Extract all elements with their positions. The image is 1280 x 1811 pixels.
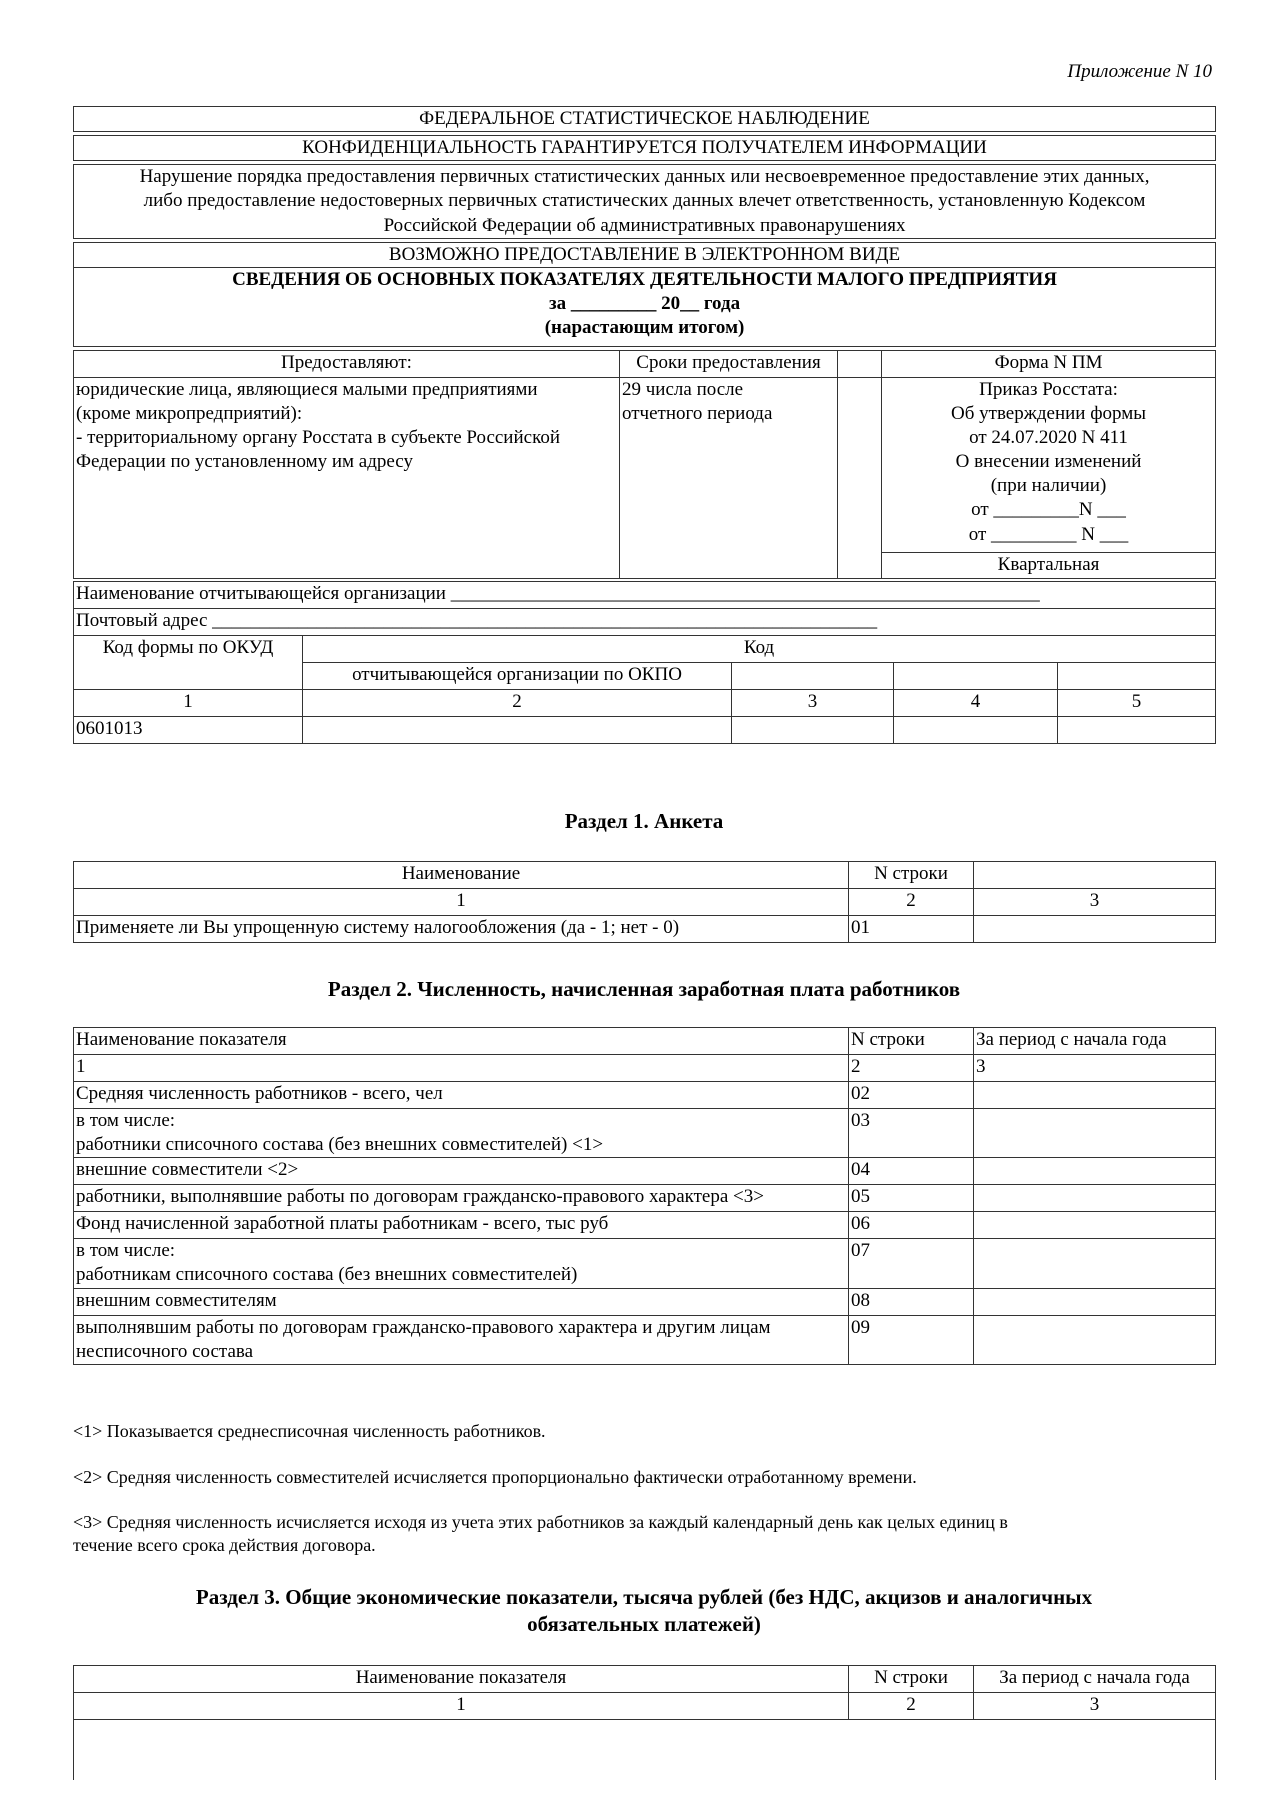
empty-cell bbox=[838, 377, 882, 578]
okpo-label: отчитывающейся организации по ОКПО bbox=[303, 662, 732, 689]
value-field[interactable] bbox=[974, 1109, 1216, 1158]
okud-value: 0601013 bbox=[74, 716, 303, 743]
section3-head-period: За период с начала года bbox=[974, 1666, 1216, 1693]
col-num: 2 bbox=[303, 689, 732, 716]
okud-label: Код формы по ОКУД bbox=[74, 635, 303, 689]
value-field[interactable] bbox=[974, 1288, 1216, 1315]
col-form-header: Форма N ПМ bbox=[882, 350, 1216, 377]
col-num: 1 bbox=[74, 889, 849, 916]
empty-cell bbox=[974, 862, 1216, 889]
form-title bbox=[74, 267, 1216, 346]
code-field[interactable] bbox=[732, 716, 894, 743]
col-num: 3 bbox=[974, 889, 1216, 916]
col-deadline-header: Сроки предоставления bbox=[620, 350, 838, 377]
section3-title: Раздел 3. Общие экономические показатели, тысяча рублей (без НДС, акцизов и аналогичных обязательных платежей) bbox=[195, 1585, 1093, 1636]
okpo-field[interactable] bbox=[303, 716, 732, 743]
footnote-2: <2> Средняя численность совместителей исчисляется пропорционально фактически отработанному времени. bbox=[73, 1467, 917, 1487]
table-row: внешние совместители <2> 04 bbox=[74, 1158, 1216, 1185]
section1-head-name: Наименование bbox=[74, 862, 849, 889]
footnote-3: <3> Средняя численность исчисляется исходя из учета этих работников за каждый календарный день как целых единиц в течение всего срока действия договора. bbox=[73, 1512, 1008, 1555]
col-num: 3 bbox=[974, 1693, 1216, 1720]
appendix-label: Приложение N 10 bbox=[1067, 61, 1212, 82]
row-code: 05 bbox=[849, 1185, 974, 1212]
row-code: 06 bbox=[849, 1212, 974, 1239]
section2-title: Раздел 2. Численность, начисленная заработная плата работников bbox=[327, 977, 961, 1001]
col-num: 2 bbox=[849, 1055, 974, 1082]
col-num: 2 bbox=[849, 1693, 974, 1720]
section1-row-text: Применяете ли Вы упрощенную систему налогообложения (да - 1; нет - 0) bbox=[74, 916, 849, 943]
who-provides: юридические лица, являющиеся малыми предприятиями (кроме микропредприятий): - территориальному органу Росстата в субъекте Российской Федерации по установленному им адресу bbox=[74, 377, 620, 578]
value-field[interactable] bbox=[974, 1239, 1216, 1288]
answer-field[interactable] bbox=[974, 916, 1216, 943]
value-field[interactable] bbox=[974, 1315, 1216, 1364]
section2-head-line: N строки bbox=[849, 1028, 974, 1055]
section2 bbox=[73, 1027, 1215, 1365]
postal-address-field[interactable]: Почтовый адрес ______________________________________________________________________ bbox=[74, 608, 1216, 635]
col-num: 4 bbox=[894, 689, 1058, 716]
code-field[interactable] bbox=[1058, 716, 1216, 743]
col-num: 3 bbox=[732, 689, 894, 716]
table-row: в том числе: работники списочного состава (без внешних совместителей) <1> 03 bbox=[74, 1109, 1216, 1158]
col-num: 1 bbox=[74, 1055, 849, 1082]
rosstat-order: Приказ Росстата: Об утверждении формы от 24.07.2020 N 411 О внесении изменений (при наличии) от _________N ___ от _________ N ___ bbox=[882, 377, 1216, 552]
row-code: 04 bbox=[849, 1158, 974, 1185]
section3-head-name: Наименование показателя bbox=[74, 1666, 849, 1693]
quarterly-label: Квартальная bbox=[882, 552, 1216, 578]
section3-table bbox=[73, 1665, 1216, 1780]
col-num: 1 bbox=[74, 1693, 849, 1720]
section2-head-name: Наименование показателя bbox=[74, 1028, 849, 1055]
value-field[interactable] bbox=[974, 1185, 1216, 1212]
value-field[interactable] bbox=[974, 1158, 1216, 1185]
row-code: 07 bbox=[849, 1239, 974, 1288]
section1-table bbox=[73, 861, 1216, 943]
col-provide-header: Предоставляют: bbox=[74, 350, 620, 377]
col-num: 3 bbox=[974, 1055, 1216, 1082]
row-code: 09 bbox=[849, 1315, 974, 1364]
section1-title: Раздел 1. Анкета bbox=[564, 809, 724, 833]
violation-notice: Нарушение порядка предоставления первичных статистических данных или несвоевременное предоставление этих данных, либо предоставление недостоверных первичных статистических данных влечет ответственность, установленную Кодексом Российской Федерации об административных правонарушениях bbox=[74, 165, 1216, 238]
empty-cell bbox=[894, 662, 1058, 689]
federal-observation: ФЕДЕРАЛЬНОЕ СТАТИСТИЧЕСКОЕ НАБЛЮДЕНИЕ bbox=[74, 107, 1216, 132]
row-code: 02 bbox=[849, 1082, 974, 1109]
col-num: 1 bbox=[74, 689, 303, 716]
value-field[interactable] bbox=[974, 1212, 1216, 1239]
footnote-1: <1> Показывается среднесписочная численность работников. bbox=[73, 1421, 546, 1441]
deadline-text: 29 числа после отчетного периода bbox=[620, 377, 838, 578]
electronic-notice: ВОЗМОЖНО ПРЕДОСТАВЛЕНИЕ В ЭЛЕКТРОННОМ ВИДЕ bbox=[74, 242, 1216, 267]
table-row: Средняя численность работников - всего, чел 02 bbox=[74, 1082, 1216, 1109]
section3-continuation bbox=[74, 1720, 1216, 1780]
section3-head-line: N строки bbox=[849, 1666, 974, 1693]
org-name-field[interactable]: Наименование отчитывающейся организации ______________________________________________________________ bbox=[74, 581, 1216, 608]
empty-cell bbox=[1058, 662, 1216, 689]
section1-head-line: N строки bbox=[849, 862, 974, 889]
table-row: выполнявшим работы по договорам гражданско-правового характера и другим лицам несписочного состава 09 bbox=[74, 1315, 1216, 1364]
table-row: в том числе: работникам списочного состава (без внешних совместителей) 07 bbox=[74, 1239, 1216, 1288]
form-title-main: СВЕДЕНИЯ ОБ ОСНОВНЫХ ПОКАЗАТЕЛЯХ ДЕЯТЕЛЬНОСТИ МАЛОГО ПРЕДПРИЯТИЯ bbox=[232, 268, 1057, 290]
form-header bbox=[73, 106, 1215, 744]
form-period: за _________ 20__ года bbox=[548, 292, 741, 314]
table-row: внешним совместителям 08 bbox=[74, 1288, 1216, 1315]
value-field[interactable] bbox=[974, 1082, 1216, 1109]
org-table bbox=[73, 581, 1216, 744]
section3 bbox=[73, 1665, 1215, 1780]
empty-cell bbox=[838, 350, 882, 377]
row-code: 03 bbox=[849, 1109, 974, 1158]
table-row: Фонд начисленной заработной платы работникам - всего, тыс руб 06 bbox=[74, 1212, 1216, 1239]
section2-table bbox=[73, 1027, 1216, 1365]
code-field[interactable] bbox=[894, 716, 1058, 743]
col-num: 2 bbox=[849, 889, 974, 916]
form-cumulative: (нарастающим итогом) bbox=[544, 317, 745, 338]
row-code: 08 bbox=[849, 1288, 974, 1315]
empty-cell bbox=[732, 662, 894, 689]
form-header-table bbox=[73, 106, 1216, 579]
section1-row-code: 01 bbox=[849, 916, 974, 943]
confidentiality: КОНФИДЕНЦИАЛЬНОСТЬ ГАРАНТИРУЕТСЯ ПОЛУЧАТЕЛЕМ ИНФОРМАЦИИ bbox=[74, 136, 1216, 161]
code-label: Код bbox=[303, 635, 1216, 662]
col-num: 5 bbox=[1058, 689, 1216, 716]
table-row: работники, выполнявшие работы по договорам гражданско-правового характера <3> 05 bbox=[74, 1185, 1216, 1212]
section1 bbox=[73, 861, 1215, 943]
section2-head-period: За период с начала года bbox=[974, 1028, 1216, 1055]
